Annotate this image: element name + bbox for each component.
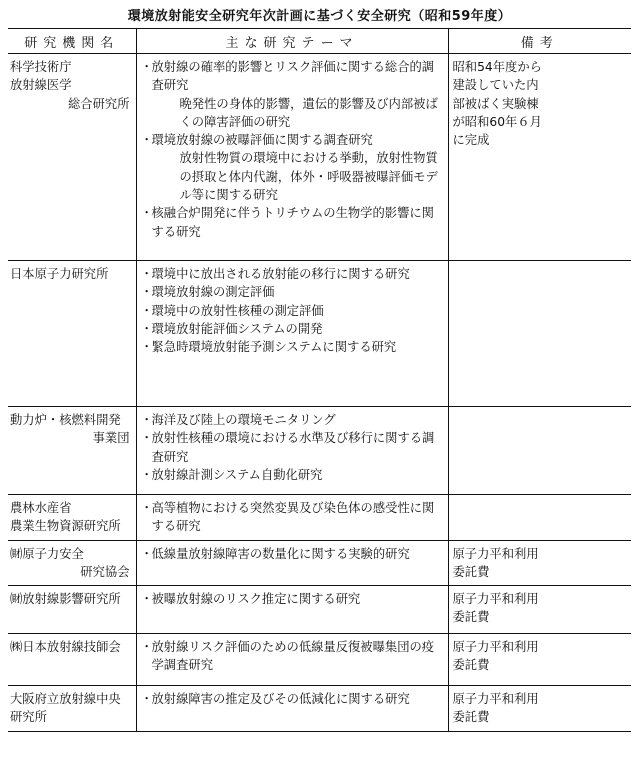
page-title: 環境放射能安全研究年次計画に基づく安全研究（昭和59年度）: [127, 9, 512, 24]
theme-body: [152, 283, 444, 301]
bullet-icon: ・: [140, 60, 153, 74]
org-cell: [8, 495, 136, 541]
theme-item: [141, 590, 444, 608]
theme-body: [152, 466, 444, 484]
theme-item: [141, 545, 444, 563]
note-line: 昭和54年度から: [452, 60, 542, 74]
theme-cell: [136, 54, 448, 261]
bullet-icon: ・: [140, 133, 153, 148]
table-row: [8, 495, 631, 541]
theme-text: 放射性核種の環境における水準及び移行に関する調査研究: [151, 431, 435, 464]
org-name-line: 総合研究所: [68, 96, 130, 111]
bullet-icon: ・: [140, 592, 153, 607]
theme-item: [141, 411, 444, 429]
theme-cell: [136, 686, 448, 732]
notes-cell: [448, 586, 631, 634]
header-org: 研究機関名: [8, 29, 136, 54]
theme-item: [141, 58, 444, 131]
table-row: [8, 586, 631, 634]
theme-cell: [136, 495, 448, 541]
bullet-icon: ・: [140, 206, 153, 221]
org-name-line: 科学技術庁: [10, 60, 72, 74]
notes-cell: [448, 686, 631, 732]
notes-cell: [448, 54, 631, 261]
theme-text: 放射線障害の推定及びその低減化に関する研究: [151, 692, 410, 707]
note-line: 委託費: [452, 658, 490, 673]
theme-text: 核融合炉開発に伴うトリチウムの生物学的影響に関する研究: [151, 206, 434, 239]
org-name-line: ㈱日本放射線技師会: [10, 640, 121, 655]
theme-item: [141, 283, 444, 301]
table-row: [8, 686, 631, 732]
theme-cell: [136, 634, 448, 686]
theme-text: 環境放射線の測定評価: [151, 285, 275, 300]
theme-text: 被曝放射線のリスク推定に関する研究: [151, 592, 361, 607]
bullet-icon: ・: [140, 467, 153, 482]
bullet-icon: ・: [140, 285, 153, 300]
table-row: [8, 261, 631, 407]
theme-text: 低線量放射線障害の数量化に関する実験的研究: [151, 546, 410, 561]
org-name-line: ㈶原子力安全: [10, 546, 84, 561]
theme-body: [152, 638, 444, 675]
note-line: 原子力平和利用: [452, 592, 539, 607]
theme-body: [152, 131, 444, 204]
table-header-row: [8, 29, 631, 54]
theme-item: [141, 302, 444, 320]
bullet-icon: ・: [140, 692, 153, 707]
org-cell: [8, 686, 136, 732]
theme-item: [141, 638, 444, 675]
theme-item: [141, 466, 444, 484]
note-line: 委託費: [452, 564, 490, 579]
note-line: が昭和60年６月: [452, 114, 542, 129]
theme-text: 放射線の確率的影響とリスク評価に関する総合的調査研究: [151, 60, 435, 93]
theme-body: [152, 690, 444, 708]
bullet-icon: ・: [140, 321, 153, 336]
table-row: [8, 407, 631, 495]
theme-text: 高等植物における突然変異及び染色体の感受性に関する研究: [151, 501, 435, 534]
note-line: 部被ばく実験棟: [452, 96, 539, 111]
theme-subtext: 晩発性の身体的影響，遺伝的影響及び内部被ばくの障害評価の研究: [179, 96, 438, 129]
bullet-icon: ・: [140, 340, 153, 355]
org-name-line: 放射線医学: [10, 78, 72, 93]
theme-item: [141, 320, 444, 338]
theme-text: 放射線リスク評価のための低線量反復被曝集団の疫学調査研究: [151, 640, 435, 673]
theme-body: [152, 265, 444, 283]
theme-body: [152, 320, 444, 338]
theme-body: [152, 499, 444, 536]
theme-text: 海洋及び陸上の環境モニタリング: [151, 413, 336, 427]
org-name-line: 事業団: [92, 431, 130, 446]
org-name-line: ㈶放射線影響研究所: [10, 592, 121, 607]
note-line: 委託費: [452, 610, 490, 625]
document-page: [8, 6, 631, 732]
theme-cell: [136, 261, 448, 407]
org-cell: [8, 540, 136, 586]
note-line: 委託費: [452, 710, 490, 725]
theme-body: [152, 545, 444, 563]
note-line: に完成: [452, 133, 490, 148]
theme-body: [152, 204, 444, 241]
note-line: 原子力平和利用: [452, 692, 539, 707]
bullet-icon: ・: [140, 546, 153, 561]
org-cell: [8, 54, 136, 261]
org-name-line: 農林水産省: [10, 501, 72, 515]
table-body: [8, 54, 631, 732]
theme-cell: [136, 407, 448, 495]
theme-body: [152, 590, 444, 608]
org-cell: [8, 634, 136, 686]
note-line: 原子力平和利用: [452, 546, 539, 561]
org-name-line: 農業生物資源研究所: [10, 519, 121, 534]
theme-text: 環境放射能評価システムの開発: [151, 321, 323, 336]
theme-body: [152, 338, 444, 356]
org-cell: [8, 586, 136, 634]
theme-text: 環境中の放射性核種の測定評価: [151, 303, 324, 318]
theme-cell: [136, 540, 448, 586]
bullet-icon: ・: [140, 413, 153, 427]
header-notes: 備考: [448, 29, 631, 54]
org-name-line: 研究所: [10, 710, 47, 725]
theme-text: 環境放射線の被曝評価に関する調査研究: [151, 133, 373, 148]
org-name-line: 大阪府立放射線中央: [10, 692, 121, 707]
research-table: [8, 28, 631, 732]
theme-body: [152, 411, 444, 429]
header-theme: 主な研究テーマ: [136, 29, 448, 54]
table-row: [8, 634, 631, 686]
org-cell: [8, 407, 136, 495]
notes-cell: [448, 261, 631, 407]
theme-body: [152, 58, 444, 131]
note-line: 原子力平和利用: [452, 640, 539, 655]
bullet-icon: ・: [140, 640, 153, 655]
bullet-icon: ・: [140, 303, 153, 318]
notes-cell: [448, 495, 631, 541]
theme-body: [152, 302, 444, 320]
theme-text: 環境中に放出される放射能の移行に関する研究: [151, 267, 410, 281]
notes-cell: [448, 540, 631, 586]
bullet-icon: ・: [140, 267, 153, 281]
theme-cell: [136, 586, 448, 634]
note-line: 建設していた内: [452, 78, 539, 93]
theme-item: [141, 131, 444, 204]
theme-item: [141, 499, 444, 536]
org-cell: [8, 261, 136, 407]
theme-item: [141, 338, 444, 356]
theme-item: [141, 429, 444, 466]
theme-body: [152, 429, 444, 466]
table-row: [8, 54, 631, 261]
theme-text: 放射線計測システム自動化研究: [151, 467, 323, 482]
theme-item: [141, 204, 444, 241]
org-name-line: 動力炉・核燃料開発: [10, 413, 121, 427]
notes-cell: [448, 634, 631, 686]
theme-item: [141, 265, 444, 283]
notes-cell: [448, 407, 631, 495]
theme-text: 緊急時環境放射能予測システムに関する研究: [151, 340, 397, 355]
org-name-line: 日本原子力研究所: [10, 267, 109, 281]
table-row: [8, 540, 631, 586]
theme-subtext: 放射性物質の環境中における挙動，放射性物質の摂取と体内代謝，体外・呼吸器被曝評価モデル等に関する研究: [179, 151, 438, 203]
theme-item: [141, 690, 444, 708]
org-name-line: 研究協会: [80, 564, 130, 579]
bullet-icon: ・: [140, 431, 153, 446]
bullet-icon: ・: [140, 501, 153, 515]
